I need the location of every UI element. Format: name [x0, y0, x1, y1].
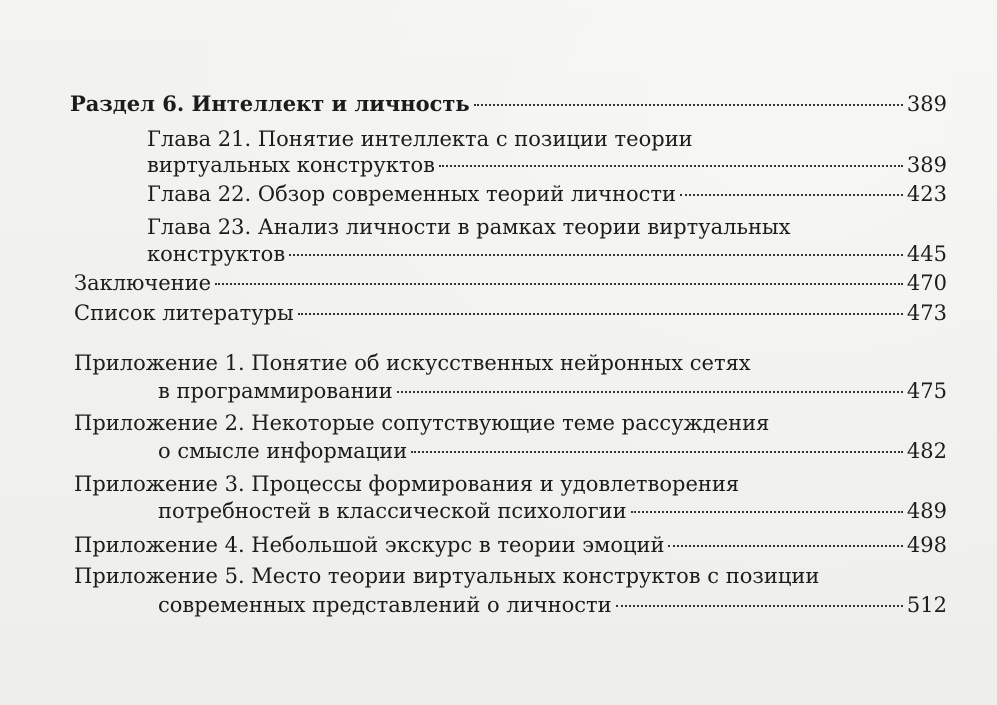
dot-leader — [439, 165, 903, 167]
dot-leader — [668, 545, 902, 547]
toc-entry-appendix-2-line1 — [74, 410, 947, 437]
toc-entry-appendix-2-line2 — [158, 438, 947, 465]
toc-entry-title: виртуальных конструктов — [147, 153, 435, 177]
toc-entry-appendix-5-line2 — [158, 592, 947, 619]
toc-entry-title: Приложение 4. Небольшой экскурс в теории эмоций — [74, 533, 665, 557]
toc-entry-title: Приложение 3. Процессы формирования и удовлетворения — [74, 472, 740, 496]
dot-leader — [289, 254, 903, 256]
dot-leader — [616, 605, 903, 607]
toc-entry-references — [74, 300, 947, 327]
toc-page-number: 445 — [906, 242, 947, 266]
toc-entry-chapter-23-line1 — [147, 214, 947, 241]
toc-page-number: 489 — [906, 499, 947, 523]
toc-entry-title: Глава 21. Понятие интеллекта с позиции теории — [147, 127, 693, 151]
toc-entry-chapter-21-line1 — [147, 126, 947, 153]
toc-entry-title: потребностей в классической психологии — [158, 499, 627, 523]
dot-leader — [397, 391, 903, 393]
toc-entry-title: Приложение 2. Некоторые сопутствующие теме рассуждения — [74, 411, 770, 435]
dot-leader — [298, 313, 903, 315]
toc-entry-title: современных представлений о личности — [158, 593, 612, 617]
toc-entry-title: Приложение 5. Место теории виртуальных конструктов с позиции — [74, 564, 820, 588]
dot-leader — [411, 451, 903, 453]
toc-entry-conclusion — [74, 270, 947, 297]
toc-entry-title: конструктов — [147, 242, 286, 266]
dot-leader — [631, 511, 903, 513]
toc-entry-appendix-1-line1 — [74, 350, 947, 377]
toc-entry-appendix-1-line2 — [158, 378, 947, 405]
toc-page-number: 512 — [906, 593, 947, 617]
toc-page-number: 475 — [906, 379, 947, 403]
toc-entry-title: Глава 22. Обзор современных теорий личности — [147, 182, 677, 206]
toc-entry-title: Раздел 6. Интеллект и личность — [70, 91, 470, 116]
toc-entry-title: в программировании — [158, 379, 393, 403]
toc-entry-title: Глава 23. Анализ личности в рамках теории виртуальных — [147, 215, 791, 239]
toc-entry-section-6 — [70, 90, 947, 117]
toc-entry-chapter-23-line2 — [147, 241, 947, 268]
toc-page-number: 470 — [906, 271, 947, 295]
toc-entry-appendix-3-line2 — [158, 498, 947, 525]
toc-page-number: 498 — [906, 533, 947, 557]
toc-entry-title: Список литературы — [74, 301, 294, 325]
dot-leader — [474, 104, 903, 106]
toc-entry-chapter-22 — [147, 181, 947, 208]
toc-page-number: 473 — [906, 301, 947, 325]
toc-entry-appendix-5-line1 — [74, 563, 947, 590]
toc-entry-chapter-21-line2 — [147, 152, 947, 179]
toc-entry-title: Заключение — [74, 271, 212, 295]
toc-entry-appendix-3-line1 — [74, 471, 947, 498]
dot-leader — [215, 283, 903, 285]
toc-entry-title: о смысле информации — [158, 439, 408, 463]
toc-entry-title: Приложение 1. Понятие об искусственных нейронных сетях — [74, 351, 751, 375]
dot-leader — [680, 194, 903, 196]
toc-page-number: 389 — [906, 153, 947, 177]
toc-page-number: 389 — [906, 92, 947, 116]
toc-page-number: 423 — [906, 182, 947, 206]
toc-page-number: 482 — [906, 439, 947, 463]
toc-entry-appendix-4 — [74, 532, 947, 559]
